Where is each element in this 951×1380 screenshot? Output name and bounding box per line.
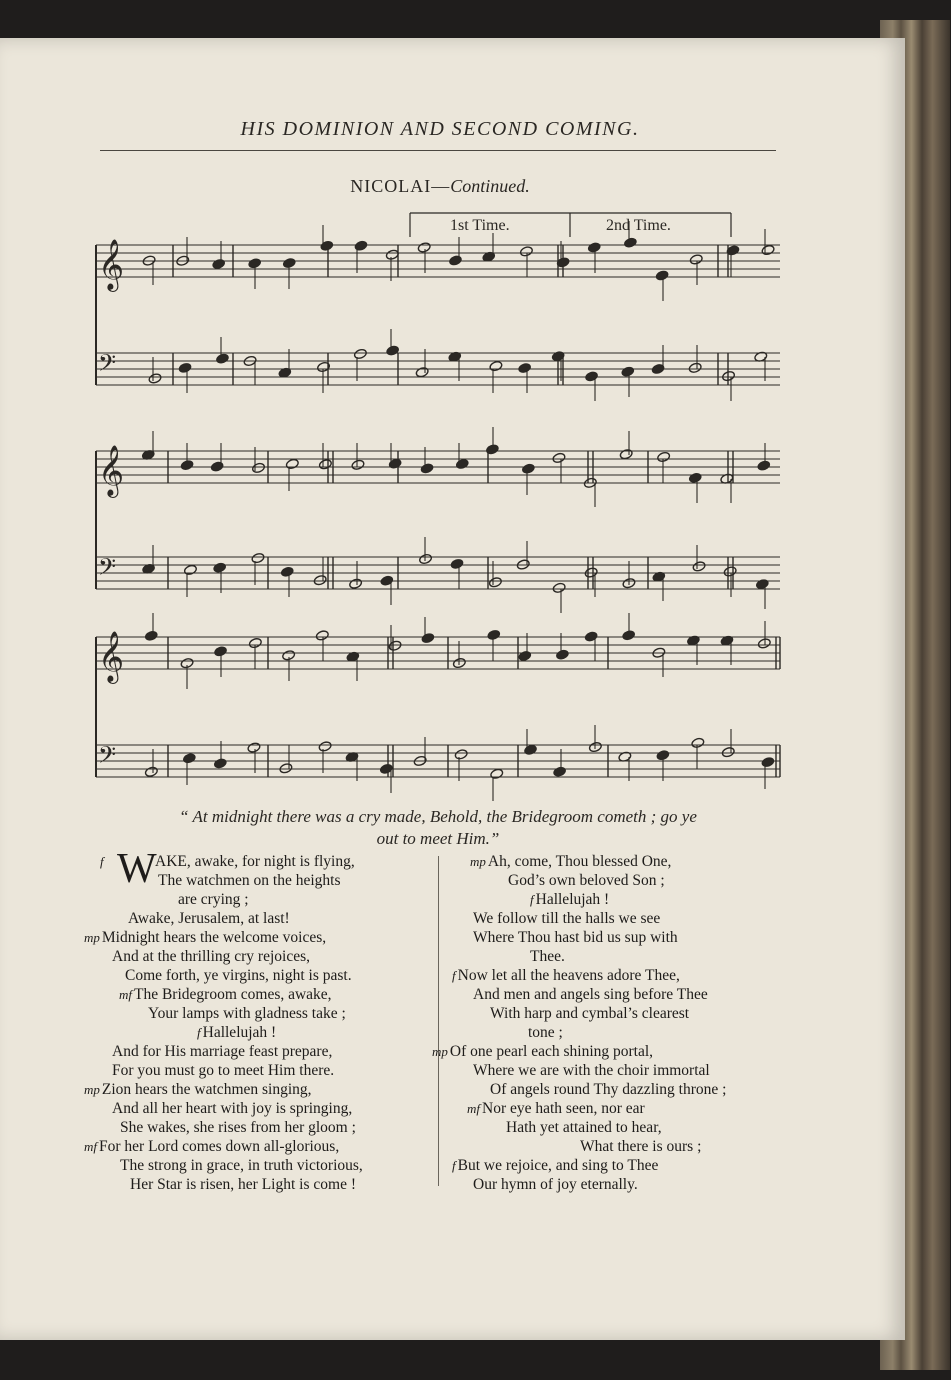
notehead	[691, 737, 705, 749]
verse-text: Nor eye hath seen, nor ear	[482, 1100, 645, 1117]
treble-clef: 𝄞	[98, 239, 125, 290]
verse-text: What there is ours ;	[580, 1138, 702, 1155]
notehead	[518, 650, 532, 662]
verse-line	[84, 1080, 430, 1099]
caption-line-1: “ At midnight there was a cry made, Behold, the Bridegroom cometh ; go ye	[179, 807, 697, 826]
dynamic-mark: mf	[84, 1139, 97, 1154]
verse-line	[100, 966, 430, 985]
column-divider	[438, 856, 439, 1186]
verse-text: We follow till the halls we see	[473, 910, 661, 927]
notehead	[385, 249, 399, 261]
dynamic-mark: mp	[432, 1044, 448, 1059]
verse-line	[448, 1004, 793, 1023]
tune-name: NICOLAI—	[350, 176, 451, 196]
scripture-caption	[100, 806, 776, 850]
notehead	[688, 472, 702, 484]
verse-line	[100, 1156, 430, 1175]
verse-text: But we rejoice, and sing to Thee	[457, 1157, 659, 1174]
notehead	[688, 362, 702, 374]
notehead	[415, 366, 429, 378]
notehead	[183, 564, 197, 576]
verse-text: And at the thrilling cry rejoices,	[112, 948, 310, 965]
verse-text: Of angels round Thy dazzling throne ;	[490, 1081, 727, 1098]
verse-text: are crying ;	[178, 891, 249, 908]
notehead	[723, 566, 737, 578]
notehead	[553, 766, 567, 778]
notehead	[619, 448, 633, 460]
dynamic-mark: mp	[470, 854, 486, 869]
verse-line	[448, 947, 793, 966]
notehead	[178, 362, 192, 374]
treble-clef: 𝄞	[98, 445, 125, 496]
verse-text: And all her heart with joy is springing,	[112, 1100, 353, 1117]
verse-line	[100, 890, 430, 909]
head-rule	[100, 150, 776, 151]
verse-line	[448, 1156, 793, 1175]
verse-line	[100, 1023, 430, 1042]
verse-line	[100, 1175, 430, 1194]
verse-line	[100, 1004, 430, 1023]
notehead	[215, 353, 229, 365]
notehead	[524, 744, 538, 756]
first-ending-label: 1st Time.	[450, 217, 510, 234]
verse-line	[448, 1137, 793, 1156]
notehead	[354, 240, 368, 252]
verse-line	[448, 1061, 793, 1080]
notehead	[450, 558, 464, 570]
notehead	[417, 242, 431, 254]
verse-line	[100, 1061, 430, 1080]
verse-line	[448, 890, 793, 909]
verse-text: The strong in grace, in truth victorious,	[120, 1157, 363, 1174]
verse-text: AKE, awake, for night is flying,	[155, 853, 355, 870]
verse-text: Of one pearl each shining portal,	[449, 1043, 654, 1060]
notehead	[421, 632, 435, 644]
notehead	[351, 459, 365, 471]
notehead	[755, 578, 769, 590]
notehead	[380, 575, 394, 587]
notehead	[454, 749, 468, 761]
verse-text: Where we are with the choir immortal	[473, 1062, 710, 1079]
notehead	[488, 576, 502, 588]
notehead	[318, 741, 332, 753]
bass-clef: 𝄢	[98, 553, 117, 586]
notehead	[353, 348, 367, 360]
notehead	[144, 766, 158, 778]
notehead	[455, 458, 469, 470]
notehead	[213, 562, 227, 574]
notehead	[388, 640, 402, 652]
verse-text: God’s own beloved Son ;	[508, 872, 665, 889]
verse-text: Our hymn of joy eternally.	[473, 1176, 638, 1193]
caption-line-2: out to meet Him.”	[376, 829, 500, 848]
notehead	[584, 631, 598, 643]
verse-line	[84, 928, 430, 947]
verse-text: Hallelujah !	[535, 891, 610, 908]
verse-column-left	[84, 846, 430, 1194]
verse-line	[100, 1042, 430, 1061]
notehead	[279, 763, 293, 775]
notehead	[621, 366, 635, 378]
notehead	[420, 463, 434, 475]
dynamic-mark: mp	[84, 1082, 100, 1097]
notehead	[518, 362, 532, 374]
notehead	[587, 242, 601, 254]
dynamic-mark: mf	[467, 1101, 480, 1116]
dynamic-mark: f	[452, 1158, 456, 1173]
dynamic-mark: f	[452, 968, 456, 983]
running-head: HIS DOMINION AND SECOND COMING.	[240, 118, 640, 140]
verse-line	[448, 852, 793, 871]
notehead	[252, 462, 266, 474]
verse-text: Come forth, ye virgins, night is past.	[125, 967, 352, 984]
verse-text: Thee.	[530, 948, 565, 965]
notehead	[761, 756, 775, 768]
verse-line	[448, 1175, 793, 1194]
verse-line	[100, 1118, 430, 1137]
notehead	[552, 452, 566, 464]
verse-text: Hath yet attained to hear,	[506, 1119, 662, 1136]
notehead	[692, 561, 706, 573]
notehead	[148, 373, 162, 385]
verse-line	[448, 1023, 793, 1042]
verse-line	[100, 871, 430, 890]
notehead	[388, 458, 402, 470]
notehead	[657, 451, 671, 463]
dynamic-mark: f	[197, 1025, 201, 1040]
verse-text: With harp and cymbal’s clearest	[490, 1005, 690, 1022]
notehead	[320, 240, 334, 252]
verse-text: For her Lord comes down all-glorious,	[99, 1138, 340, 1155]
verse-line	[448, 985, 793, 1004]
notehead	[761, 244, 775, 256]
verse-text: And men and angels sing before Thee	[473, 986, 708, 1003]
verse-line	[432, 1042, 793, 1061]
verse-text: The watchmen on the heights	[158, 872, 341, 889]
verse-line	[84, 1137, 430, 1156]
notehead	[182, 753, 196, 765]
notehead	[519, 246, 533, 258]
treble-clef: 𝄞	[98, 631, 125, 682]
notehead	[487, 629, 501, 641]
verse-line	[448, 909, 793, 928]
notehead	[623, 237, 637, 249]
verse-line	[448, 1080, 793, 1099]
verse-text: Now let all the heavens adore Thee,	[457, 967, 680, 984]
verse-line	[448, 871, 793, 890]
notehead	[689, 254, 703, 266]
verse-text: Your lamps with gladness take ;	[148, 1005, 346, 1022]
notehead	[213, 758, 227, 770]
notehead	[313, 574, 327, 586]
drop-cap: W	[117, 846, 157, 892]
verse-text: And for His marriage feast prepare,	[112, 1043, 333, 1060]
verse-text: Her Star is risen, her Light is come !	[130, 1176, 356, 1193]
verse-line	[100, 909, 430, 928]
notehead	[757, 460, 771, 472]
dynamic-mark: f	[530, 892, 534, 907]
verse-text: Zion hears the watchmen singing,	[101, 1081, 312, 1098]
music-score	[88, 205, 788, 805]
notehead	[349, 578, 363, 590]
verse-line	[100, 985, 430, 1004]
verse-line	[448, 1118, 793, 1137]
verse-line	[100, 1099, 430, 1118]
verse-text: Where Thou hast bid us sup with	[473, 929, 678, 946]
notehead	[721, 746, 735, 758]
verse-text: tone ;	[528, 1024, 563, 1041]
dynamic-mark: mf	[119, 987, 132, 1002]
verse-line	[448, 928, 793, 947]
verse-line	[100, 947, 430, 966]
notehead	[247, 742, 261, 754]
verse-text: Awake, Jerusalem, at last!	[128, 910, 290, 927]
notehead	[757, 638, 771, 650]
notehead	[212, 258, 226, 270]
notehead	[210, 461, 224, 473]
notehead	[490, 768, 504, 780]
notehead	[315, 630, 329, 642]
dynamic-mark: f	[100, 854, 104, 869]
notehead	[280, 566, 294, 578]
notehead	[555, 649, 569, 661]
bass-clef: 𝄢	[98, 349, 117, 382]
bass-clef: 𝄢	[98, 741, 117, 774]
notehead	[489, 360, 503, 372]
verse-text: For you must go to meet Him there.	[112, 1062, 335, 1079]
notehead	[318, 458, 332, 470]
notehead	[144, 630, 158, 642]
tune-continued: Continued.	[450, 176, 530, 196]
notehead	[552, 582, 566, 594]
verse-text: Midnight hears the welcome voices,	[101, 929, 327, 946]
notehead	[655, 270, 669, 282]
notehead	[585, 371, 599, 383]
second-ending-label: 2nd Time.	[606, 217, 671, 234]
notehead	[521, 463, 535, 475]
verse-text: Ah, come, Thou blessed One,	[487, 853, 672, 870]
verse-text: Hallelujah !	[202, 1024, 277, 1041]
dynamic-mark: mp	[84, 930, 100, 945]
verse-line	[448, 1099, 793, 1118]
notehead	[285, 458, 299, 470]
verse-line	[448, 966, 793, 985]
notehead	[448, 255, 462, 267]
verse-column-right	[432, 852, 793, 1194]
tune-title	[0, 176, 880, 197]
verse-text: The Bridegroom comes, awake,	[134, 986, 332, 1003]
notehead	[251, 552, 265, 564]
verse-text: She wakes, she rises from her gloom ;	[120, 1119, 356, 1136]
